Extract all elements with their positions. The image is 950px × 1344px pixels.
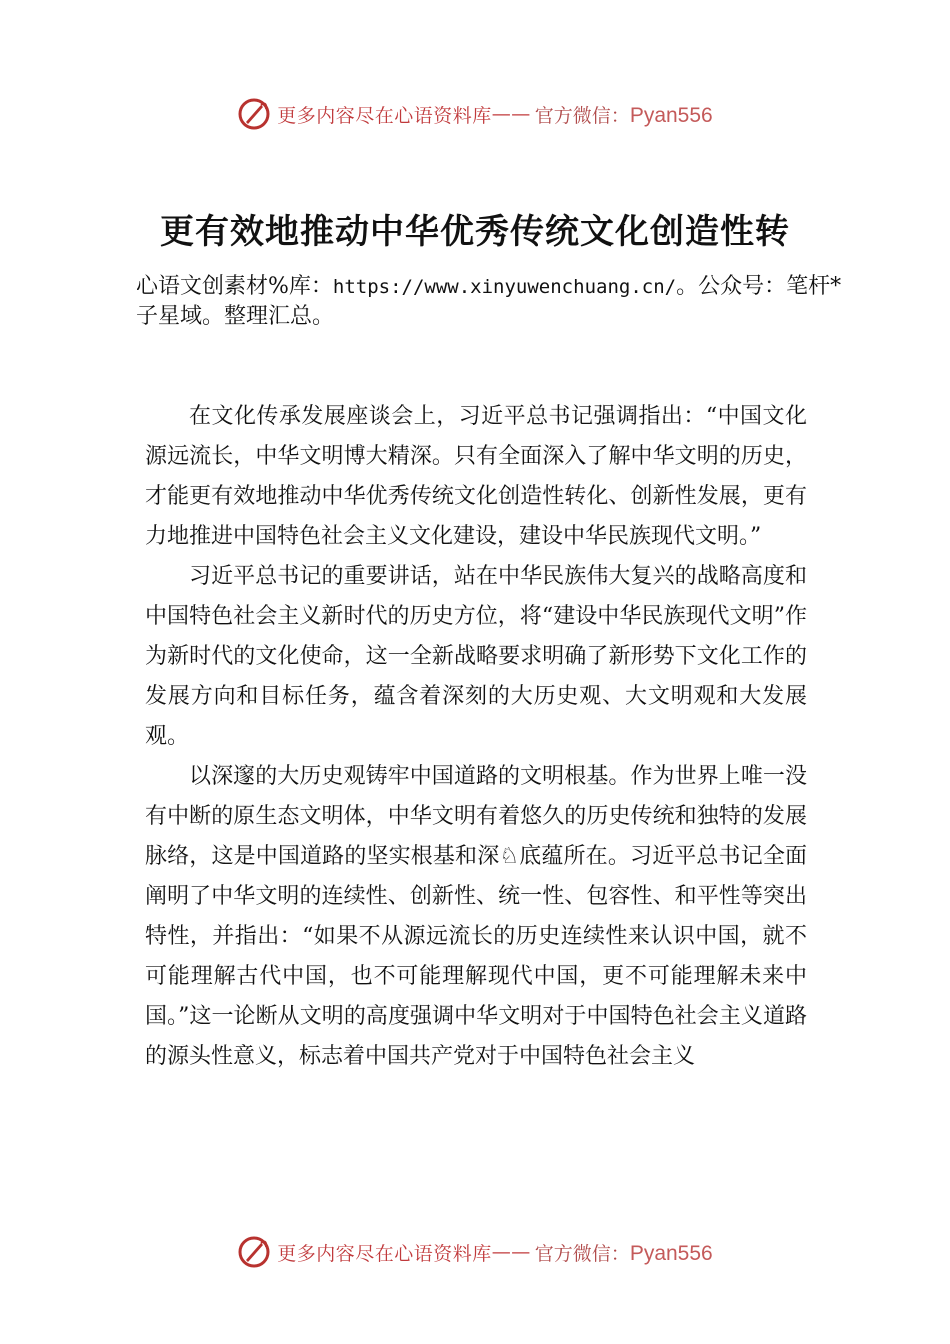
document-body <box>145 397 807 1077</box>
wechat-label <box>535 1239 713 1266</box>
promo-dash: —— <box>491 1241 531 1263</box>
paragraph-1: 在文化传承发展座谈会上，习近平总书记强调指出：“中国文化源远流长，中华文明博大精深。只有全面深入了解中华文明的历史，才能更有效地推动中华优秀传统文化创造性转化、创新性发展，更有力地推进中国特色社会主义文化建设，建设中华民族现代文明。” <box>145 404 807 549</box>
promo-text: 更多内容尽在心语资料库 <box>277 1242 492 1265</box>
source-line <box>136 272 856 331</box>
wechat-label <box>535 101 713 128</box>
wechat-label-text: 官方微信： <box>534 1242 630 1265</box>
promo-dash: —— <box>491 103 531 125</box>
paragraph-3: 以深邃的大历史观铸牢中国道路的文明根基。作为世界上唯一没有中断的原生态文明体，中华文明有着悠久的历史传统和独特的发展脉络，这是中国道路的坚实根基和深♘底蕴所在。习近平总书记全面阐明了中华文明的连续性、创新性、统一性、包容性、和平性等突出特性，并指出：“如果不从源远流长的历史连续性来认识中国，就不可能理解古代中国，也不可能理解现代中国，更不可能理解未来中国。”这一论断从文明的高度强调中华文明对于中国特色社会主义道路的源头性意义，标志着中国共产党对于中国特色社会主义 <box>145 764 807 1069</box>
wechat-id: Pyan556 <box>629 103 713 127</box>
quill-logo-icon <box>237 1235 271 1269</box>
promo-text: 更多内容尽在心语资料库 <box>277 104 492 127</box>
header-watermark-banner <box>0 94 950 134</box>
source-suffix: 。公众号：笔杆*子星域。整理汇总。 <box>136 274 842 329</box>
quill-logo-icon <box>237 97 271 131</box>
wechat-label-text: 官方微信： <box>534 104 630 127</box>
paragraph-2: 习近平总书记的重要讲话，站在中华民族伟大复兴的战略高度和中国特色社会主义新时代的历史方位，将“建设中华民族现代文明”作为新时代的文化使命，这一全新战略要求明确了新形势下文化工作的发展方向和目标任务，蕴含着深刻的大历史观、大文明观和大发展观。 <box>145 564 807 749</box>
document-title: 更有效地推动中华优秀传统文化创造性转 <box>160 212 790 252</box>
wechat-id: Pyan556 <box>629 1241 713 1265</box>
source-url: https://www.xinyuwenchuang.cn/ <box>332 276 677 298</box>
footer-watermark-banner <box>0 1232 950 1272</box>
source-prefix: 心语文创素材%库： <box>136 274 333 299</box>
